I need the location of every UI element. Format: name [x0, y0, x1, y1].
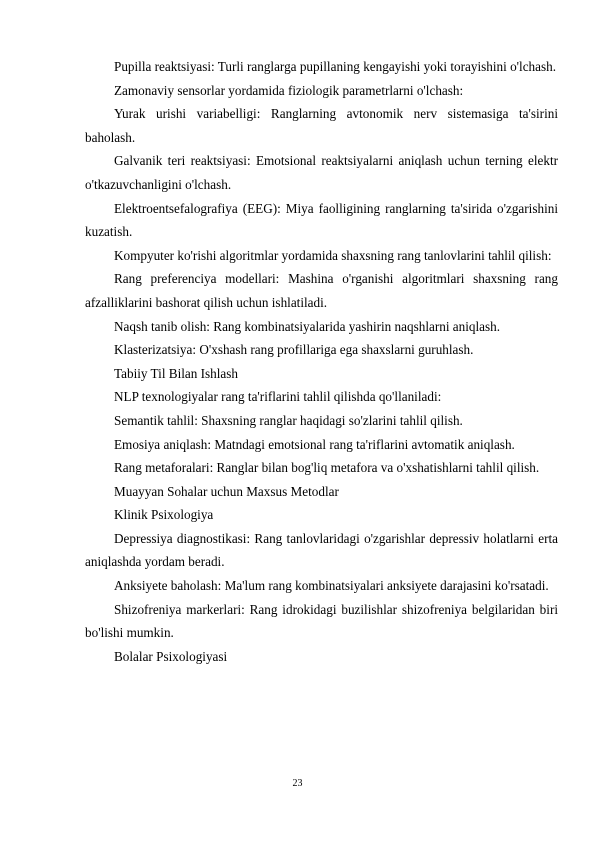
paragraph-depressiya: Depressiya diagnostikasi: Rang tanlovlaridagi o'zgarishlar depressiv holatlarni erta aniqlashda yordam beradi.: [85, 530, 558, 570]
paragraph-rang-preferenciya: Rang preferenciya modellari: Mashina o'rganishi algoritmlari shaxsning rang afzalliklarini bashorat qilish uchun ishlatiladi.: [85, 271, 558, 310]
page-number: 23: [292, 778, 303, 789]
paragraph-kompyuter-korishi: Kompyuter ko'rishi algoritmlar yordamida shaxsning rang tanlovlarini tahlil qilish:: [114, 247, 552, 263]
paragraph-pupilla: Pupilla reaktsiyasi: Turli ranglarga pupillaning kengayishi yoki torayishini o'lchash.: [114, 59, 557, 74]
paragraph-sensorlar: Zamonaviy sensorlar yordamida fiziologik parametrlarni o'lchash:: [114, 82, 464, 98]
paragraph-klasterizatsiya: Klasterizatsiya: O'xshash rang profillariga ega shaxslarni guruhlash.: [114, 342, 474, 358]
page-body: [85, 55, 558, 668]
paragraph-galvanik: Galvanik teri reaktsiyasi: Emotsional reaktsiyalarni aniqlash uchun terning elektr o'tkazuvchanligini o'lchash.: [85, 153, 558, 192]
heading-tabiiy-til: Tabiiy Til Bilan Ishlash: [114, 365, 239, 381]
paragraph-eeg: Elektroentsefalografiya (EEG): Miya faolligining ranglarning ta'sirida o'zgarishini kuzatish.: [85, 200, 558, 240]
paragraph-nlp: NLP texnologiyalar rang ta'riflarini tahlil qilishda qo'llaniladi:: [114, 389, 442, 405]
heading-bolalar-psixologiyasi: Bolalar Psixologiyasi: [114, 648, 228, 664]
paragraph-anksiyete: Anksiyete baholash: Ma'lum rang kombinatsiyalari anksiyete darajasini ko'rsatadi.: [114, 578, 549, 594]
paragraph-shizofreniya: Shizofreniya markerlari: Rang idrokidagi buzilishlar shizofreniya belgilaridan biri bo'lishi mumkin.: [85, 601, 558, 641]
heading-klinik-psixologiya: Klinik Psixologiya: [114, 507, 214, 523]
paragraph-emosiya: Emosiya aniqlash: Matndagi emotsional rang ta'riflarini avtomatik aniqlash.: [114, 436, 515, 452]
paragraph-semantik: Semantik tahlil: Shaxsning ranglar haqidagi so'zlarini tahlil qilish.: [114, 412, 463, 428]
paragraph-metaforalar: Rang metaforalari: Ranglar bilan bog'liq metafora va o'xshatishlarni tahlil qilish.: [114, 460, 540, 476]
paragraph-naqsh: Naqsh tanib olish: Rang kombinatsiyalarida yashirin naqshlarni aniqlash.: [114, 318, 501, 334]
heading-maxsus-metodlar: Muayyan Sohalar uchun Maxsus Metodlar: [114, 483, 339, 499]
paragraph-yurak-urishi: Yurak urishi variabelligi: Ranglarning avtonomik nerv sistemasiga ta'sirini baholash.: [85, 106, 558, 145]
